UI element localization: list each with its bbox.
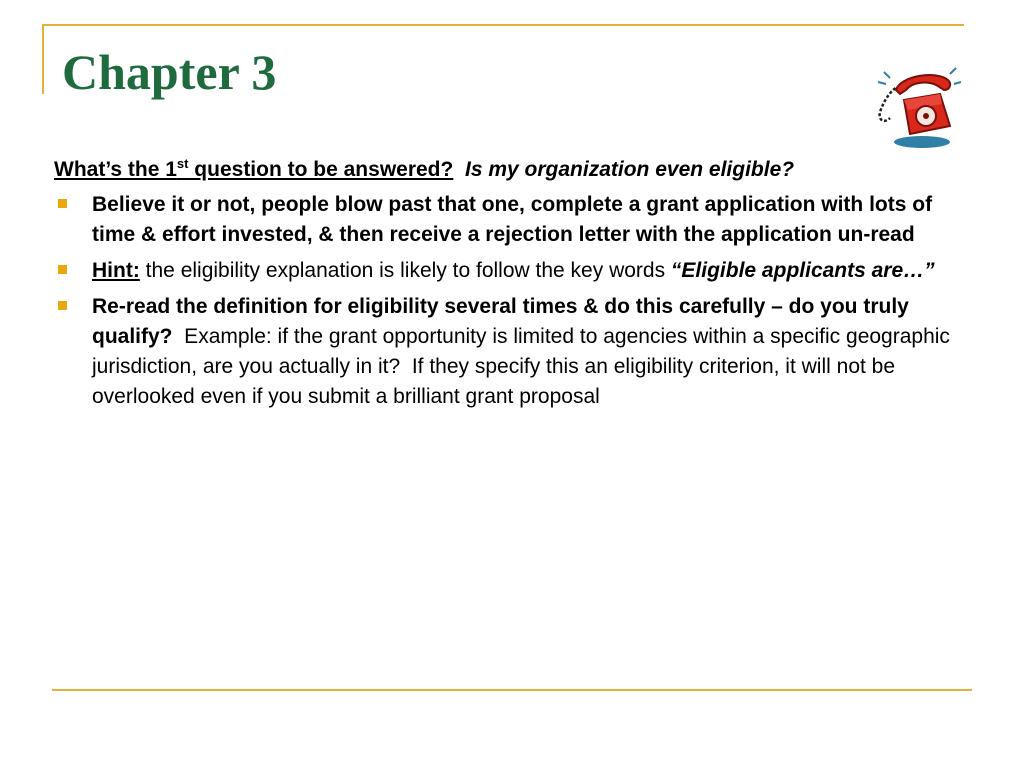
- left-rule: [42, 24, 44, 94]
- eligibility-quote: “Eligible applicants are…”: [670, 259, 935, 282]
- bottom-rule: [52, 689, 972, 691]
- square-bullet-icon: [58, 301, 67, 310]
- bullet-item: Believe it or not, people blow past that one, complete a grant application with lots of time & effort invested, & then receive a rejection letter with the application un-read: [54, 190, 954, 250]
- bullet-list: [54, 190, 954, 412]
- slide-body: [54, 155, 954, 418]
- red-telephone-icon: [866, 60, 962, 156]
- hint-label: Hint:: [92, 259, 140, 282]
- bullet-item: Hint: the eligibility explanation is likely to follow the key words “Eligible applicants are…”: [54, 256, 954, 286]
- bullet-item: Re-read the definition for eligibility several times & do this carefully – do you truly qualify? Example: if the grant opportunity is limited to agencies within a specific geographic jurisdiction, are you actually in it? If they specify this an eligibility criterion, it will not be overlooked even if you submit a brilliant grant proposal: [54, 292, 954, 412]
- question-text: What’s the 1st question to be answered?: [54, 156, 454, 181]
- intro-question: [54, 155, 954, 185]
- slide-title: Chapter 3: [62, 44, 277, 100]
- top-rule: [42, 24, 964, 26]
- square-bullet-icon: [58, 199, 67, 208]
- square-bullet-icon: [58, 265, 67, 274]
- question-answer: Is my organization even eligible?: [465, 158, 795, 181]
